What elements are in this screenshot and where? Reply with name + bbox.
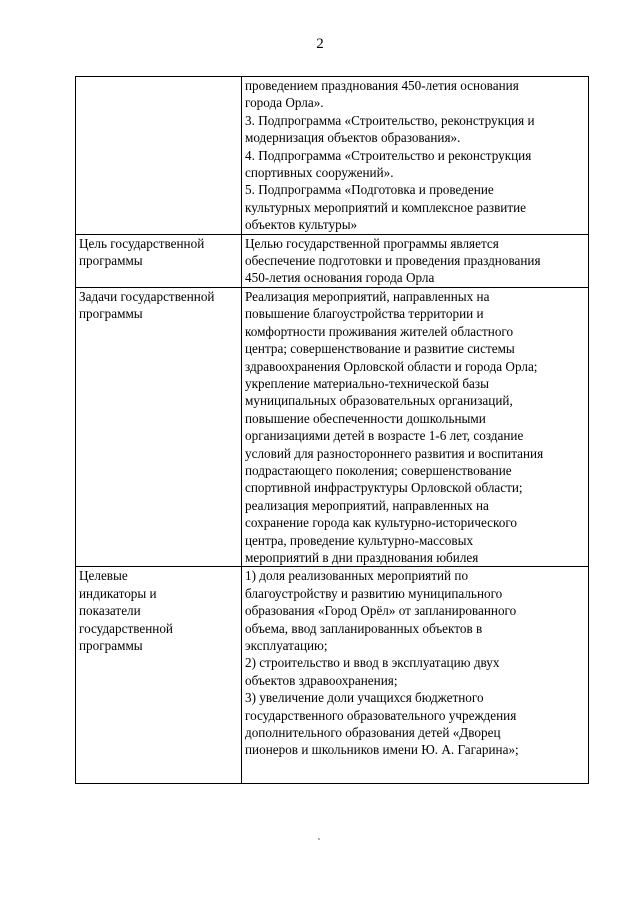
text-line: культурных мероприятий и комплексное развитие <box>245 199 527 215</box>
text-line: подрастающего поколения; совершенствование <box>245 462 512 478</box>
text-line: муниципальных образовательных организаций, <box>245 393 513 409</box>
text-line: 450-летия основания города Орла <box>245 270 435 286</box>
text-line: укрепление материально-технической базы <box>245 375 489 391</box>
table-row <box>76 287 589 567</box>
text-line: объектов здравоохранения; <box>245 672 398 688</box>
text-line: проведением празднования 450-летия основания <box>245 78 519 93</box>
table-row <box>76 567 589 784</box>
row-label-line: Цель государственной <box>79 235 205 251</box>
row-label-line: Задачи государственной <box>79 288 215 304</box>
text-line: эксплуатацию; <box>245 638 328 653</box>
row-content-cell <box>242 77 589 235</box>
text-line: мероприятий в дни празднования юбилея <box>245 549 479 565</box>
row-label-line: государственной <box>79 620 173 636</box>
text-line: реализация мероприятий, направленных на <box>245 497 489 513</box>
text-line: организациями детей в возрасте 1-6 лет, создание <box>245 428 524 444</box>
row-label-line: показатели <box>79 603 141 619</box>
row-label-line: индикаторы и <box>79 585 157 601</box>
passport-table <box>75 76 589 784</box>
text-line: города Орла». <box>245 95 324 111</box>
row-label-line: программы <box>79 638 143 653</box>
text-line: Целью государственной программы является <box>245 235 499 251</box>
scan-speck <box>318 838 320 840</box>
row-label-line: программы <box>79 253 143 269</box>
text-line: 2) строительство и ввод в эксплуатацию двух <box>245 655 500 671</box>
row-label-cell <box>76 234 242 287</box>
text-line: образования «Город Орёл» от запланированного <box>245 603 517 619</box>
text-line: 3. Подпрограмма «Строительство, реконструкция и <box>245 112 535 128</box>
row-label-cell <box>76 77 242 235</box>
text-line: государственного образовательного учреждения <box>245 707 517 723</box>
text-line: 5. Подпрограмма «Подготовка и проведение <box>245 182 494 198</box>
text-line: объема, ввод запланированных объектов в <box>245 620 483 636</box>
page-number: 2 <box>316 36 324 52</box>
text-line: пионеров и школьников имени Ю. А. Гагарина»; <box>245 742 519 758</box>
text-line: 4. Подпрограмма «Строительство и реконструкция <box>245 147 532 163</box>
text-line: 1) доля реализованных мероприятий по <box>245 568 469 584</box>
table-row <box>76 77 589 235</box>
text-line: обеспечение подготовки и проведения празднования <box>245 253 541 269</box>
row-label-cell <box>76 287 242 567</box>
text-line: условий для разностороннего развития и воспитания <box>245 445 544 461</box>
text-line: повышение обеспеченности дошкольными <box>245 410 486 426</box>
row-label-line: Целевые <box>79 568 128 584</box>
text-line: объектов культуры» <box>245 217 358 233</box>
text-line: модернизация объектов образования». <box>245 130 461 146</box>
row-content-cell <box>242 287 589 567</box>
text-line: здравоохранения Орловской области и города Орла; <box>245 358 538 374</box>
text-line: центра, проведение культурно-массовых <box>245 532 474 548</box>
text-line: 3) увеличение доли учащихся бюджетного <box>245 690 484 706</box>
text-line: центра; совершенствование и развитие системы <box>245 341 515 357</box>
text-line: комфортности проживания жителей областного <box>245 323 514 339</box>
text-line: сохранение города как культурно-исторического <box>245 515 518 531</box>
text-line: спортивных сооружений». <box>245 165 394 181</box>
text-line: благоустройству и развитию муниципального <box>245 585 503 601</box>
text-line: дополнительного образования детей «Дворец <box>245 725 501 741</box>
row-content-cell <box>242 234 589 287</box>
row-content-cell <box>242 567 589 784</box>
text-line: Реализация мероприятий, направленных на <box>245 288 490 304</box>
row-label-line: программы <box>79 306 143 322</box>
table-row <box>76 234 589 287</box>
row-label-cell <box>76 567 242 784</box>
text-line: спортивной инфраструктуры Орловской области; <box>245 480 523 496</box>
text-line: повышение благоустройства территории и <box>245 306 484 322</box>
